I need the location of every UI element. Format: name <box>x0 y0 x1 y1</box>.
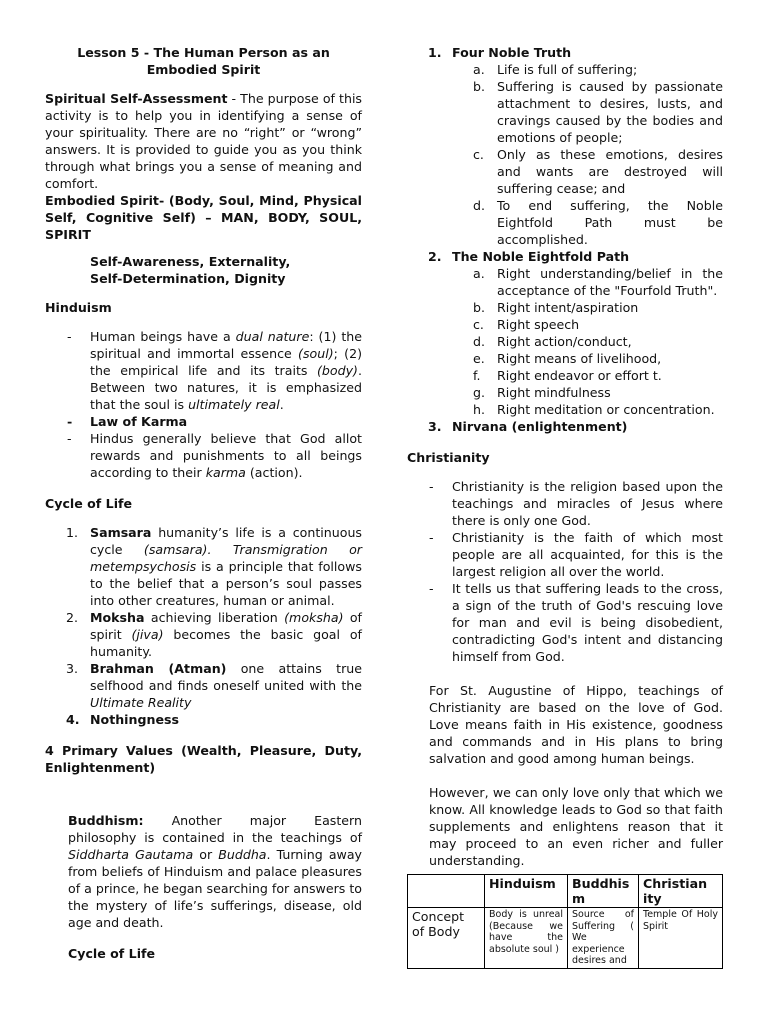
self-awareness-block: Self-Awareness, Externality, Self-Determination, Dignity <box>90 254 291 286</box>
list-item: g. Right mindfulness <box>473 385 611 400</box>
list-item: - Human beings have a dual nature: (1) the spiritual and immortal essence (soul); (2) the empirical life and its traits (body). Between two natures, it is emphasized that the soul is ultimately real. <box>67 329 363 412</box>
list-item: - Christianity is the faith of which most people are all acquainted, for this is the largest religion all over the world. <box>429 530 723 579</box>
cycle-of-life-list <box>45 524 362 728</box>
path-list <box>452 265 723 418</box>
nirvana-section: 3. Nirvana (enlightenment) <box>428 419 628 434</box>
table-cell: Source of Suffering ( We experience desires and <box>568 908 639 969</box>
list-item: b. Right intent/aspiration <box>473 300 639 315</box>
list-item: e. Right means of livelihood, <box>473 351 662 366</box>
christianity-heading: Christianity <box>407 450 490 465</box>
list-item: f. Right endeavor or effort t. <box>473 368 662 383</box>
table-corner-cell <box>408 875 485 908</box>
list-item: 1. Samsara humanity’s life is a continuous cycle (samsara). Transmigration or metempsychosis is a principle that follows to the belief that a person’s soul passes into other creatures, human or animal. <box>66 525 362 608</box>
list-item: - Hindus generally believe that God allot rewards and punishments to all beings according to their karma (action). <box>67 431 362 480</box>
list-item: a. Right understanding/belief in the acceptance of the "Fourfold Truth". <box>473 266 723 298</box>
list-item: - It tells us that suffering leads to the cross, a sign of the truth of God's rescuing love for man and evil is being disobedient, contradicting God's intent and distancing himself from God. <box>429 581 723 664</box>
four-noble-truth-heading: Four Noble Truth <box>452 45 572 60</box>
list-item: - Law of Karma <box>67 414 188 429</box>
list-item: 2. Moksha achieving liberation (moksha) of spirit (jiva) becomes the basic goal of humanity. <box>66 610 362 659</box>
list-item: b. Suffering is caused by passionate attachment to desires, lusts, and cravings caused by the bodies and emotions of people; <box>473 79 723 145</box>
right-column <box>407 44 723 869</box>
list-item: 3. Brahman (Atman) one attains true selfhood and finds oneself united with the Ultimate Reality <box>66 661 362 710</box>
table-header-row <box>408 875 723 908</box>
page-title: Lesson 5 - The Human Person as an Embodied Spirit <box>77 45 330 77</box>
list-item: - Christianity is the religion based upon the teachings and miracles of Jesus where there is only one God. <box>429 479 723 528</box>
table-header-cell: Hinduism <box>485 875 568 908</box>
hinduism-list <box>45 328 362 481</box>
eightfold-path-heading: The Noble Eightfold Path <box>452 249 630 264</box>
buddhism-teachings-list <box>407 44 723 435</box>
list-item: 4. Nothingness <box>66 712 179 727</box>
cycle-of-life-heading: Cycle of Life <box>45 496 133 511</box>
truths-list <box>452 61 723 248</box>
self-assessment-label: Spiritual Self-Assessment <box>45 91 228 106</box>
table-header-cell: Buddhis m <box>568 875 639 908</box>
table-row <box>408 908 723 969</box>
buddhism-paragraph: Buddhism: Another major Eastern philosophy is contained in the teachings of Siddharta Gautama or Buddha. Turning away from beliefs of Hinduism and palace pleasures of a prince, he began searching for answers to the mystery of life’s sufferings, disease, old age and death. <box>68 813 363 930</box>
augustine-paragraph: For St. Augustine of Hippo, teachings of Christianity are based on the love of God. Love means faith in His existence, goodness and commands and in His plans to bring salvation and good among human beings. <box>429 683 723 766</box>
cycle-of-life-heading-2: Cycle of Life <box>68 946 156 961</box>
list-item: d. To end suffering, the Noble Eightfold Path must be accomplished. <box>473 198 723 247</box>
nirvana-heading: Nirvana (enlightenment) <box>452 419 628 434</box>
embodied-spirit-line: Embodied Spirit- (Body, Soul, Mind, Physical Self, Cognitive Self) – MAN, BODY, SOUL, SPIRIT <box>45 193 362 242</box>
eightfold-path-section: 2. The Noble Eightfold Path a. Right understanding/belief in the acceptance of the "Fourfold Truth". b. Right intent/aspiration c. Right speech d. Right action/conduct, e. Right means of livelihood, f. Right endeavor or effort t. g. Right mindfulness h. Right meditation or concentration. <box>428 249 723 417</box>
table-cell: Temple Of Holy Spirit <box>639 908 723 969</box>
knowledge-paragraph: However, we can only love only that which we know. All knowledge leads to God so that faith supplements and enlightens reason that it may proceed to an even richer and fuller understanding. <box>429 785 723 868</box>
hinduism-heading: Hinduism <box>45 300 112 315</box>
left-column <box>45 44 362 974</box>
list-item: a. Life is full of suffering; <box>473 62 638 77</box>
table-header-cell: Christian ity <box>639 875 723 908</box>
primary-values-heading: 4 Primary Values (Wealth, Pleasure, Duty, Enlightenment) <box>45 743 362 775</box>
table-cell: Body is unreal (Because we have the absolute soul ) <box>485 908 568 969</box>
self-assessment-paragraph: Spiritual Self-Assessment - The purpose of this activity is to help you in identifying a sense of your spirituality. There are no “right” or “wrong” answers. It is provided to guide you as you think through what brings you a sense of meaning and comfort. <box>45 91 362 191</box>
list-item: c. Right speech <box>473 317 580 332</box>
list-item: c. Only as these emotions, desires and wants are destroyed will suffering cease; and <box>473 147 723 196</box>
comparison-table <box>407 874 723 969</box>
list-item: d. Right action/conduct, <box>473 334 632 349</box>
four-noble-truth-section: 1. Four Noble Truth a. Life is full of suffering; b. Suffering is caused by passionate attachment to desires, lusts, and cravings caused by the bodies and emotions of people; c. Only as these emotions, desires and wants are destroyed will suffering cease; and d. To end suffering, the Noble Eightfold Path must be accomplished. <box>428 45 723 247</box>
christianity-list <box>407 478 723 665</box>
table-row-label: Concept of Body <box>408 908 485 969</box>
list-item: h. Right meditation or concentration. <box>473 402 715 417</box>
